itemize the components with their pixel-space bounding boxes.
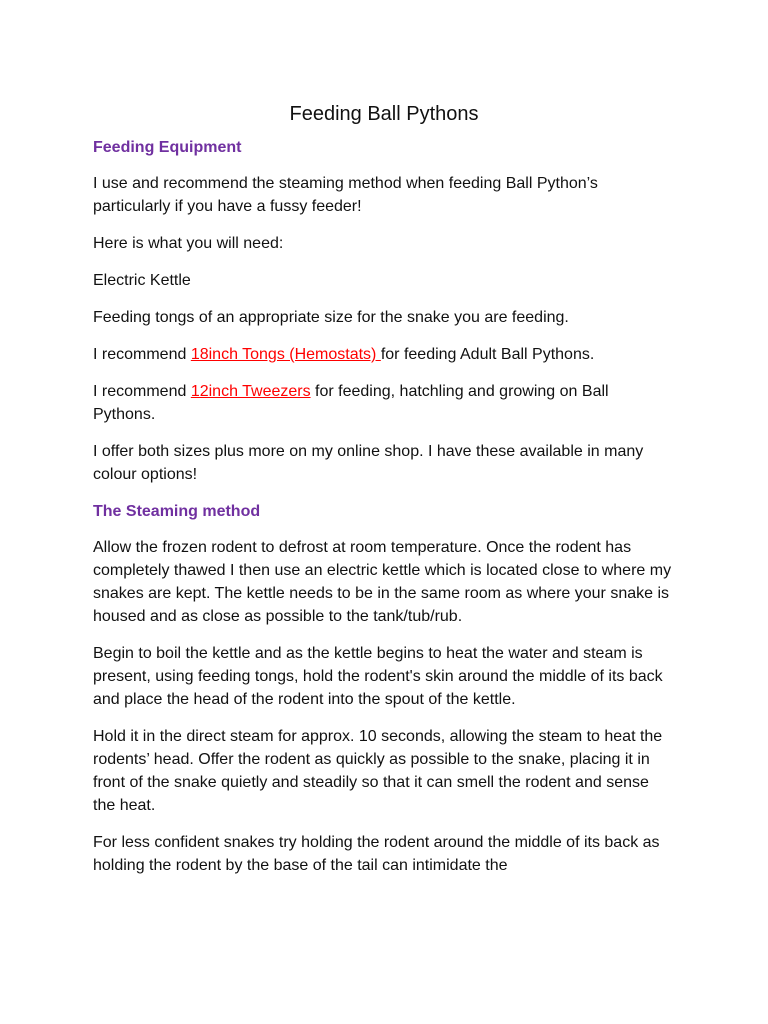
recommend-tongs-prefix: I recommend <box>93 346 191 363</box>
confident-paragraph: For less confident snakes try holding the rodent around the middle of its back as holding the rodent by the base of the tail can intimidate the <box>93 834 660 874</box>
recommend-tongs-paragraph <box>93 343 675 366</box>
recommend-tweezers-prefix: I recommend <box>93 383 191 400</box>
tongs-hemostats-link[interactable]: 18inch Tongs (Hemostats) <box>190 346 381 363</box>
recommend-tweezers-paragraph <box>93 380 675 426</box>
defrost-paragraph: Allow the frozen rodent to defrost at room temperature. Once the rodent has completely thawed I then use an electric kettle which is located close to where my snakes are kept. The kettle needs to be in the same room as where your snake is housed and as close as possible to the tank/tub/rub. <box>93 539 672 625</box>
intro-paragraph: I use and recommend the steaming method when feeding Ball Python’s particularly if you have a fussy feeder! <box>93 175 598 215</box>
tweezers-link[interactable]: 12inch Tweezers <box>190 383 311 400</box>
recommend-tongs-suffix: for feeding Adult Ball Pythons. <box>380 346 595 363</box>
kettle-paragraph: Electric Kettle <box>93 272 191 289</box>
shop-paragraph: I offer both sizes plus more on my online shop. I have these available in many colour options! <box>93 443 644 483</box>
feeding-equipment-heading: Feeding Equipment <box>93 139 242 156</box>
recommend-tweezers-suffix: for feeding, hatchling and growing on Ball Pythons. <box>93 383 609 423</box>
tongs-paragraph: Feeding tongs of an appropriate size for the snake you are feeding. <box>93 309 569 326</box>
hold-paragraph: Hold it in the direct steam for approx. 10 seconds, allowing the steam to heat the rodents’ head. Offer the rodent as quickly as possible to the snake, placing it in front of the snake quietly and steadily so that it can smell the rodent and sense the heat. <box>93 728 663 814</box>
document-title: Feeding Ball Pythons <box>289 103 479 125</box>
steaming-method-heading: The Steaming method <box>93 503 261 520</box>
boil-paragraph: Begin to boil the kettle and as the kettle begins to heat the water and steam is present, using feeding tongs, hold the rodent's skin around the middle of its back and place the head of the rodent into the spout of the kettle. <box>93 645 663 708</box>
need-paragraph: Here is what you will need: <box>93 235 284 252</box>
